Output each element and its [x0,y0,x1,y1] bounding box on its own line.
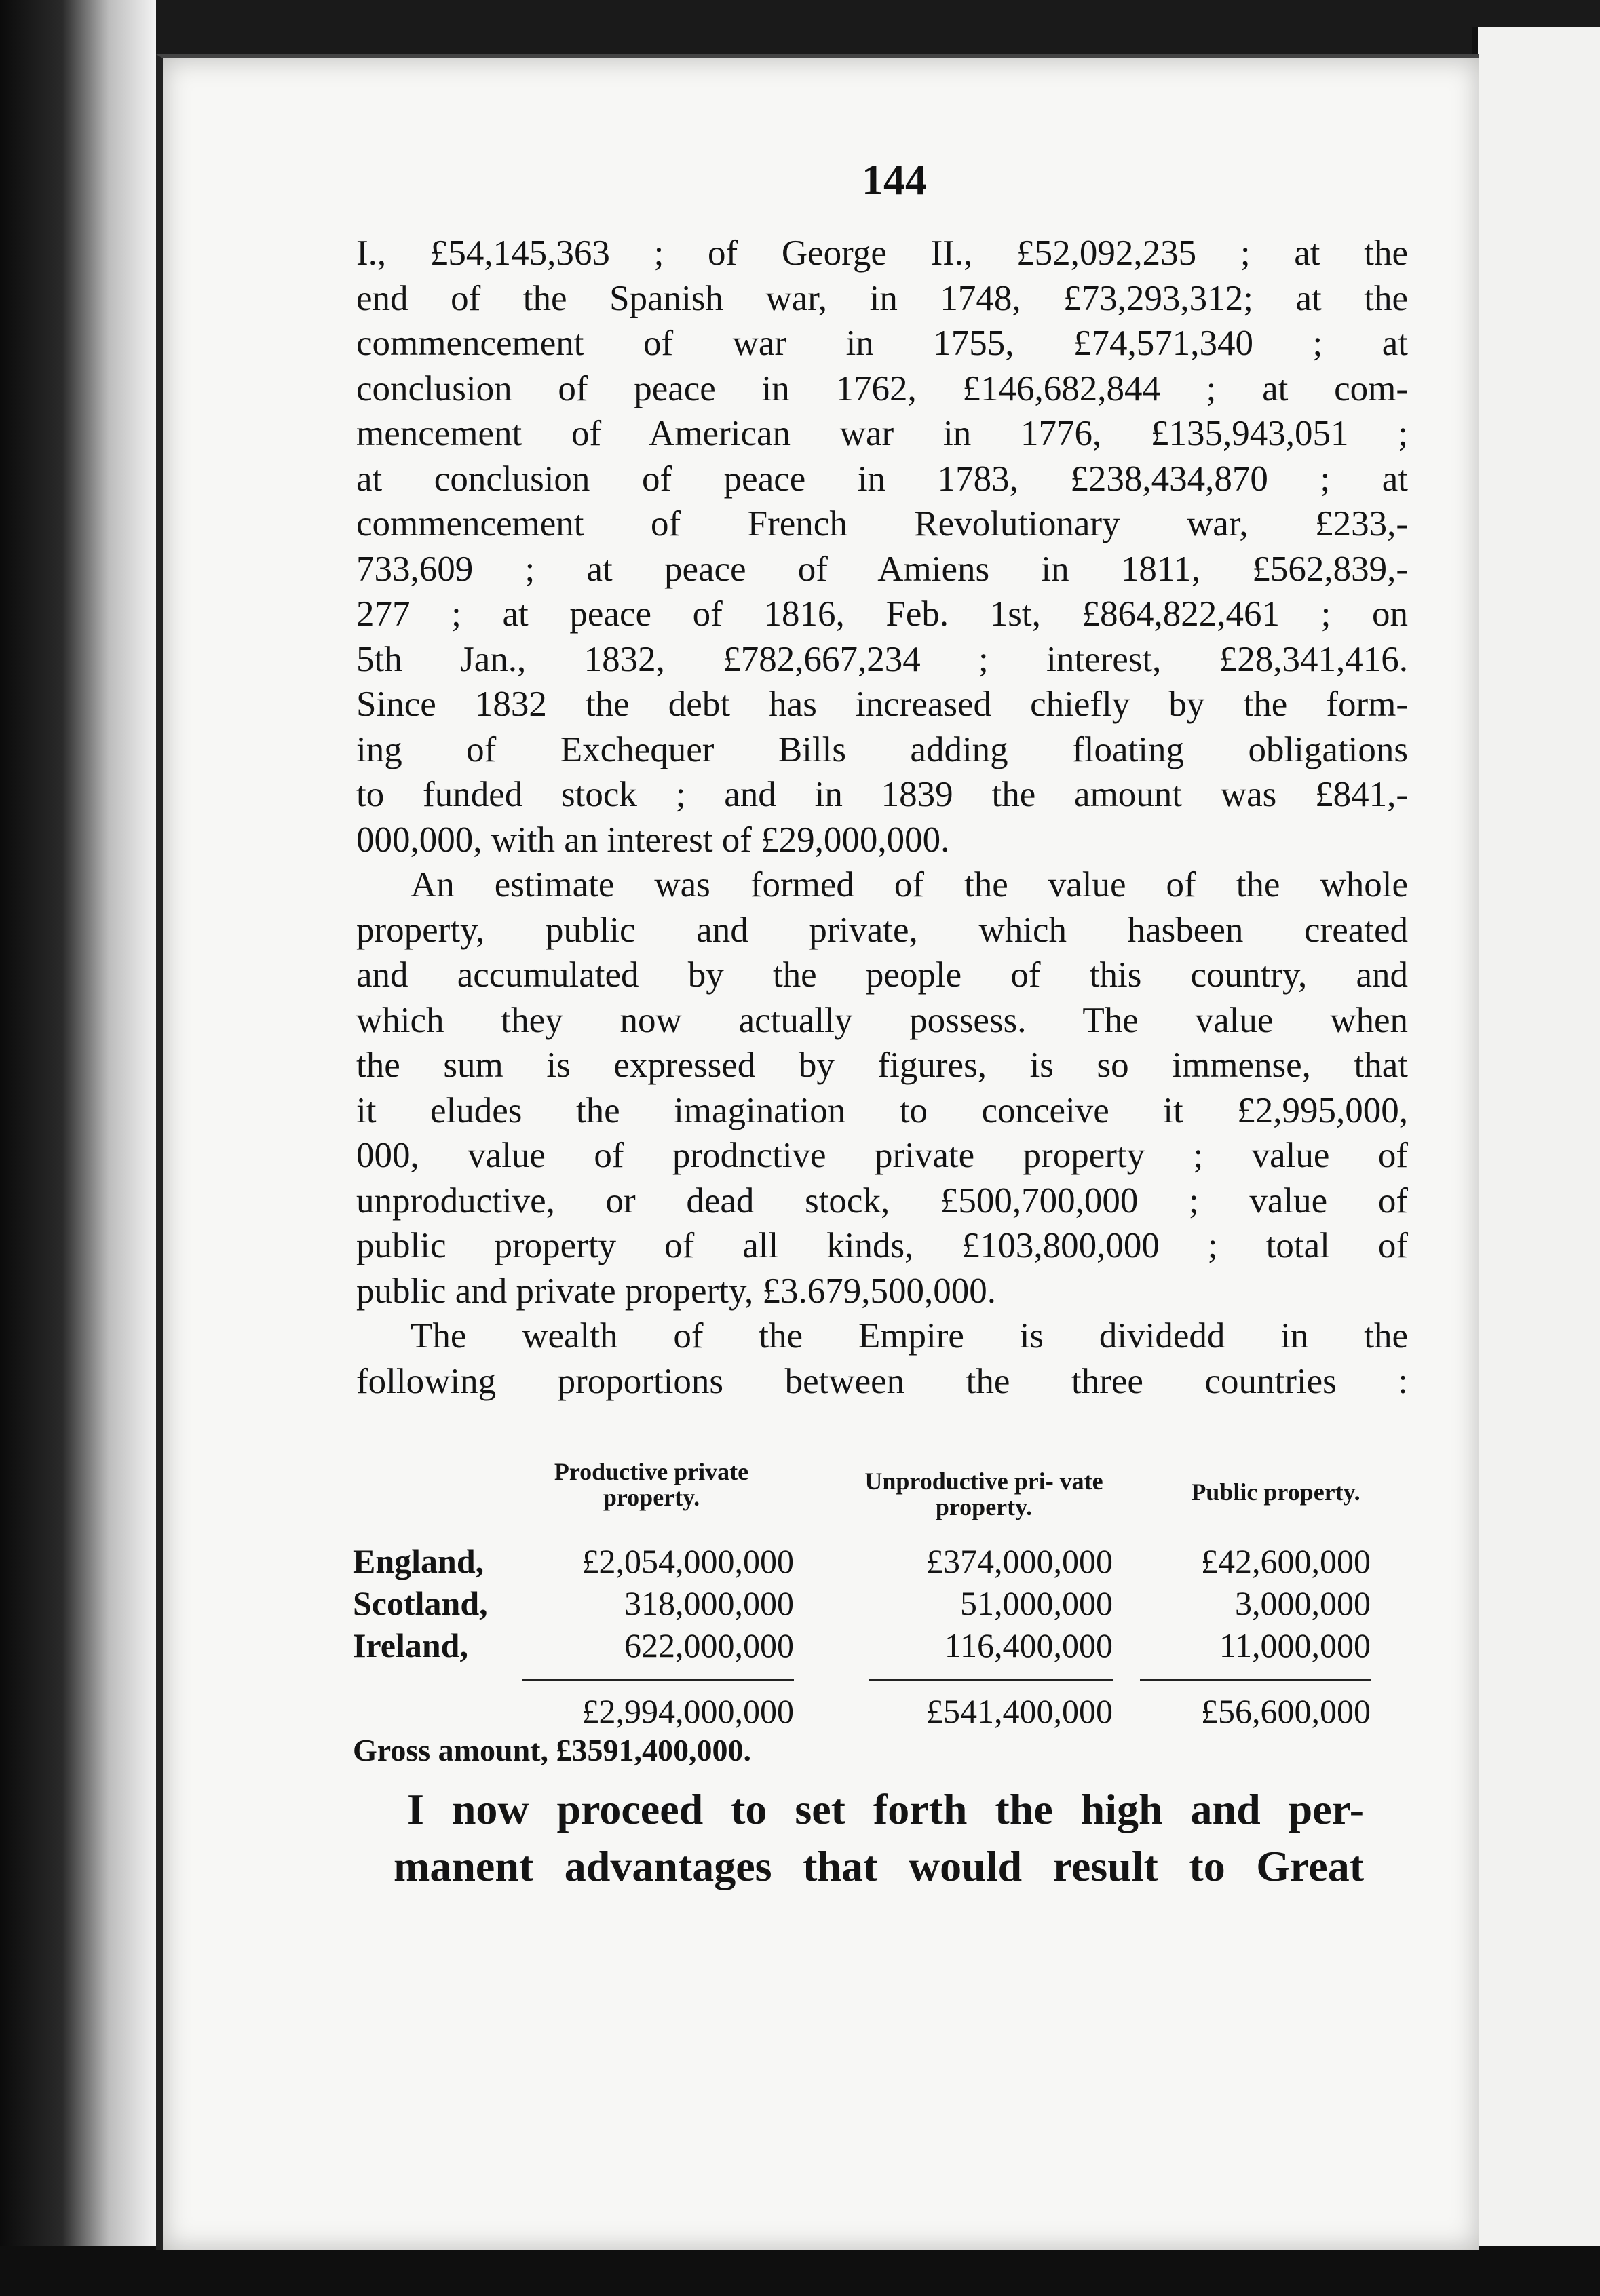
total-rules [353,1666,1384,1691]
table-row [353,1624,1384,1666]
text-line: it eludes the imagination to conceive it £2,995,000, [356,1090,1408,1130]
text-line: at conclusion of peace in 1783, £238,434,870 ; at [356,459,1408,499]
text-line: 277 ; at peace of 1816, Feb. 1st, £864,822,461 ; on [356,594,1408,634]
column-header: Public property. [1191,1478,1360,1506]
table-cell: £374,000,000 [926,1542,1113,1580]
facing-page-edge [1472,27,1600,2273]
table-cell: 318,000,000 [624,1584,794,1622]
table-row [353,1582,1384,1624]
page-number: 144 [862,155,927,204]
column-header: Unproductive pri- vate property. [864,1468,1103,1520]
book-spine [0,0,156,2296]
table-cell: Scotland, [353,1584,488,1622]
text-line: I., £54,145,363 ; of George II., £52,092,235 ; at the [356,233,1408,273]
table-row [353,1540,1384,1582]
text-line: property, public and private, which hasbeen created [356,910,1408,950]
text-line: commencement of war in 1755, £74,571,340 ; at [356,324,1408,363]
text-line: unproductive, or dead stock, £500,700,000 ; value of [356,1181,1408,1221]
text-line: to funded stock ; and in 1839 the amount was £841,- [356,775,1408,814]
text-line: 733,609 ; at peace of Amiens in 1811, £562,839,- [356,549,1408,589]
text-line: manent advantages that would result to Great [394,1842,1364,1890]
text-line: public and private property, £3.679,500,000. [356,1271,997,1311]
text-line: An estimate was formed of the value of the whole [411,865,1408,904]
text-line: conclusion of peace in 1762, £146,682,844 ; at com- [356,368,1408,408]
text-line: mencement of American war in 1776, £135,943,051 ; [356,414,1408,453]
text-line: following proportions between the three countries : [356,1361,1408,1401]
table-cell: £42,600,000 [1201,1542,1371,1580]
total-cell: £541,400,000 [926,1692,1113,1730]
table-cell: 622,000,000 [624,1626,794,1664]
text-line: 000,000, with an interest of £29,000,000. [356,820,950,860]
text-line: public property of all kinds, £103,800,000 ; total of [356,1226,1408,1265]
table-cell: 3,000,000 [1235,1584,1371,1622]
total-cell: £2,994,000,000 [582,1692,794,1730]
total-cell: £56,600,000 [1201,1692,1371,1730]
table-cell: 11,000,000 [1219,1626,1371,1664]
table-cell: £2,054,000,000 [582,1542,794,1580]
table-cell: Ireland, [353,1626,468,1664]
wealth-table [353,1459,1384,1769]
divider [1140,1679,1371,1681]
text-line: end of the Spanish war, in 1748, £73,293,312; at the [356,278,1408,318]
closing-paragraph [394,1781,1364,1895]
divider [869,1679,1113,1681]
text-line: the sum is expressed by figures, is so immense, that [356,1046,1408,1085]
scan-border [0,2246,1600,2296]
text-line: 5th Jan., 1832, £782,667,234 ; interest, £28,341,416. [356,639,1408,679]
totals-row [353,1691,1384,1731]
column-header: Productive private property. [554,1458,749,1511]
text-line: The wealth of the Empire is dividedd in the [411,1316,1408,1356]
table-cell: England, [353,1542,484,1580]
text-line: and accumulated by the people of this country, and [356,955,1408,995]
text-line: I now proceed to set forth the high and per- [407,1785,1364,1833]
table-cell: 51,000,000 [960,1584,1113,1622]
text-line: ing of Exchequer Bills adding floating obligations [356,729,1408,769]
text-line: Since 1832 the debt has increased chiefly by the form- [356,685,1408,724]
body-text [356,231,1408,1404]
table-header [353,1459,1384,1540]
divider [522,1679,794,1681]
gross-amount: Gross amount, £3591,400,000. [353,1733,751,1767]
table-cell: 116,400,000 [944,1626,1113,1664]
text-line: commencement of French Revolutionary war, £233,- [356,504,1408,543]
text-line: 000, value of prodnctive private property ; value of [356,1136,1408,1175]
text-line: which they now actually possess. The value when [356,1000,1408,1040]
